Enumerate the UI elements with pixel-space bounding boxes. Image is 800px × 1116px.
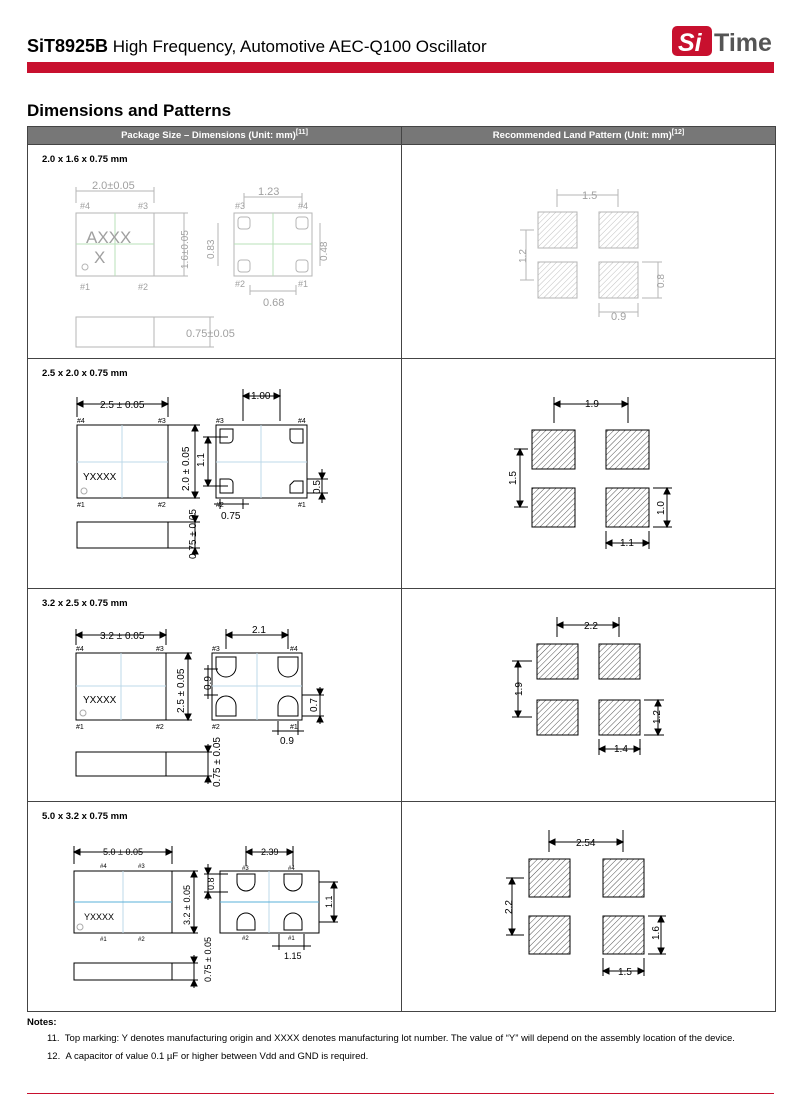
- svg-text:1.15: 1.15: [284, 951, 302, 961]
- svg-text:3.2 ± 0.05: 3.2 ± 0.05: [100, 631, 145, 642]
- svg-text:1.2: 1.2: [652, 710, 663, 724]
- package-drawing-2520: [28, 359, 402, 588]
- svg-text:0.75 ± 0.05: 0.75 ± 0.05: [203, 937, 213, 982]
- land-pattern-2016: [402, 145, 776, 358]
- size-label: 2.0 x 1.6 x 0.75 mm: [42, 154, 128, 165]
- svg-text:0.9: 0.9: [203, 676, 214, 690]
- svg-text:1.00: 1.00: [251, 391, 271, 402]
- svg-text:#3: #3: [242, 866, 249, 872]
- svg-text:0.83: 0.83: [206, 239, 217, 259]
- svg-text:#2: #2: [242, 936, 249, 942]
- svg-text:AXXX: AXXX: [86, 228, 132, 247]
- svg-text:1.23: 1.23: [258, 186, 280, 198]
- svg-text:#3: #3: [235, 201, 246, 211]
- svg-text:#3: #3: [138, 201, 149, 211]
- svg-text:#2: #2: [158, 502, 166, 509]
- svg-text:#1: #1: [298, 279, 309, 289]
- svg-text:0.75: 0.75: [221, 511, 241, 522]
- svg-text:#2: #2: [138, 282, 149, 292]
- document-subtitle: High Frequency, Automotive AEC-Q100 Oscillator: [112, 37, 487, 56]
- svg-text:1.5: 1.5: [618, 967, 632, 978]
- svg-text:0.9: 0.9: [611, 311, 627, 323]
- land-cell-5032: [402, 802, 776, 1012]
- svg-text:0.75±0.05: 0.75±0.05: [186, 328, 235, 340]
- svg-text:1.2: 1.2: [518, 249, 529, 263]
- svg-text:Time: Time: [714, 29, 772, 57]
- svg-text:Si: Si: [678, 29, 702, 57]
- land-pattern-3225: [402, 589, 776, 801]
- svg-text:#3: #3: [212, 646, 220, 653]
- svg-text:0.48: 0.48: [319, 241, 330, 261]
- svg-text:X: X: [94, 248, 106, 267]
- package-drawing-5032: [28, 802, 402, 1011]
- svg-text:#4: #4: [77, 418, 85, 425]
- svg-text:YXXXX: YXXXX: [83, 472, 117, 483]
- svg-text:1.1: 1.1: [324, 895, 334, 908]
- svg-text:#4: #4: [288, 866, 295, 872]
- svg-text:#4: #4: [290, 646, 298, 653]
- svg-text:#2: #2: [235, 279, 246, 289]
- package-cell-5032: [28, 802, 402, 1012]
- note-11: 11. Top marking: Y denotes manufacturing origin and XXXX denotes manufacturing lot number. The value of “Y” will depend on the assembly location of the device.: [47, 1033, 735, 1044]
- svg-text:#2: #2: [212, 724, 220, 731]
- svg-text:#3: #3: [158, 418, 166, 425]
- svg-text:2.0±0.05: 2.0±0.05: [92, 180, 135, 192]
- land-cell-2016: [402, 145, 776, 359]
- svg-text:#1: #1: [80, 282, 91, 292]
- svg-text:1.1: 1.1: [620, 538, 634, 549]
- svg-text:2.5 ± 0.05: 2.5 ± 0.05: [100, 400, 145, 411]
- package-drawing-2016: [28, 145, 402, 358]
- svg-text:2.2: 2.2: [584, 621, 598, 632]
- svg-text:#2: #2: [216, 502, 224, 509]
- svg-text:0.5: 0.5: [312, 480, 323, 494]
- svg-text:1.9: 1.9: [514, 682, 525, 696]
- svg-text:#1: #1: [76, 724, 84, 731]
- package-cell-2016: [28, 145, 402, 359]
- svg-text:1.4: 1.4: [614, 744, 628, 755]
- svg-text:YXXXX: YXXXX: [84, 912, 115, 922]
- package-drawing-3225: [28, 589, 402, 801]
- svg-text:3.2 ± 0.05: 3.2 ± 0.05: [182, 885, 192, 925]
- package-cell-3225: [28, 589, 402, 802]
- svg-text:2.1: 2.1: [252, 625, 266, 636]
- svg-text:#4: #4: [298, 201, 309, 211]
- svg-text:0.7: 0.7: [309, 698, 320, 712]
- header-divider: [27, 62, 774, 73]
- svg-text:0.8: 0.8: [656, 274, 667, 288]
- svg-text:0.9: 0.9: [280, 736, 294, 747]
- svg-text:#1: #1: [100, 937, 107, 943]
- svg-text:#2: #2: [156, 724, 164, 731]
- svg-text:1.5: 1.5: [508, 471, 519, 485]
- size-label: 2.5 x 2.0 x 0.75 mm: [42, 368, 128, 379]
- svg-text:5.0 ± 0.05: 5.0 ± 0.05: [103, 847, 143, 857]
- svg-text:1.1: 1.1: [196, 453, 207, 467]
- note-12: 12. A capacitor of value 0.1 µF or higher between Vdd and GND is required.: [47, 1051, 369, 1062]
- svg-text:0.75 ± 0.05: 0.75 ± 0.05: [188, 509, 199, 559]
- svg-text:#1: #1: [288, 936, 295, 942]
- svg-text:1.5: 1.5: [582, 190, 598, 202]
- land-pattern-2520: [402, 359, 776, 588]
- svg-text:2.54: 2.54: [576, 838, 596, 849]
- land-cell-2520: [402, 359, 776, 589]
- svg-text:1.6±0.05: 1.6±0.05: [180, 230, 191, 269]
- svg-text:2.5 ± 0.05: 2.5 ± 0.05: [176, 668, 187, 713]
- section-title: Dimensions and Patterns: [27, 101, 232, 120]
- svg-text:0.75 ± 0.05: 0.75 ± 0.05: [212, 737, 223, 787]
- svg-text:#4: #4: [80, 201, 91, 211]
- svg-text:#4: #4: [100, 864, 107, 870]
- col-header-land-pattern: Recommended Land Pattern (Unit: mm)[12]: [402, 127, 776, 145]
- svg-text:#1: #1: [298, 502, 306, 509]
- size-label: 5.0 x 3.2 x 0.75 mm: [42, 811, 128, 822]
- svg-text:#1: #1: [77, 502, 85, 509]
- part-number: SiT8925B: [27, 36, 109, 56]
- svg-text:#2: #2: [138, 937, 145, 943]
- svg-text:#3: #3: [156, 646, 164, 653]
- notes-section: [27, 1017, 777, 1064]
- svg-text:1.6: 1.6: [651, 926, 662, 940]
- svg-text:2.0 ± 0.05: 2.0 ± 0.05: [181, 446, 192, 491]
- document-title: [27, 36, 487, 57]
- svg-text:2.2: 2.2: [504, 900, 515, 914]
- svg-text:1.9: 1.9: [585, 399, 599, 410]
- svg-text:0.8: 0.8: [206, 877, 216, 890]
- land-pattern-5032: [402, 802, 776, 1011]
- svg-text:#4: #4: [76, 646, 84, 653]
- dimensions-table: [27, 126, 776, 1012]
- svg-text:YXXXX: YXXXX: [83, 695, 117, 706]
- footer-divider: [27, 1093, 774, 1094]
- package-cell-2520: [28, 359, 402, 589]
- notes-title: Notes:: [27, 1017, 57, 1028]
- svg-text:#1: #1: [290, 724, 298, 731]
- land-cell-3225: [402, 589, 776, 802]
- sitime-logo: [672, 24, 780, 58]
- size-label: 3.2 x 2.5 x 0.75 mm: [42, 598, 128, 609]
- svg-text:2.39: 2.39: [261, 847, 279, 857]
- svg-text:0.68: 0.68: [263, 297, 285, 309]
- svg-text:#3: #3: [216, 418, 224, 425]
- svg-text:#4: #4: [298, 418, 306, 425]
- svg-text:1.0: 1.0: [656, 501, 667, 515]
- col-header-package: Package Size – Dimensions (Unit: mm)[11]: [28, 127, 402, 145]
- svg-text:#3: #3: [138, 864, 145, 870]
